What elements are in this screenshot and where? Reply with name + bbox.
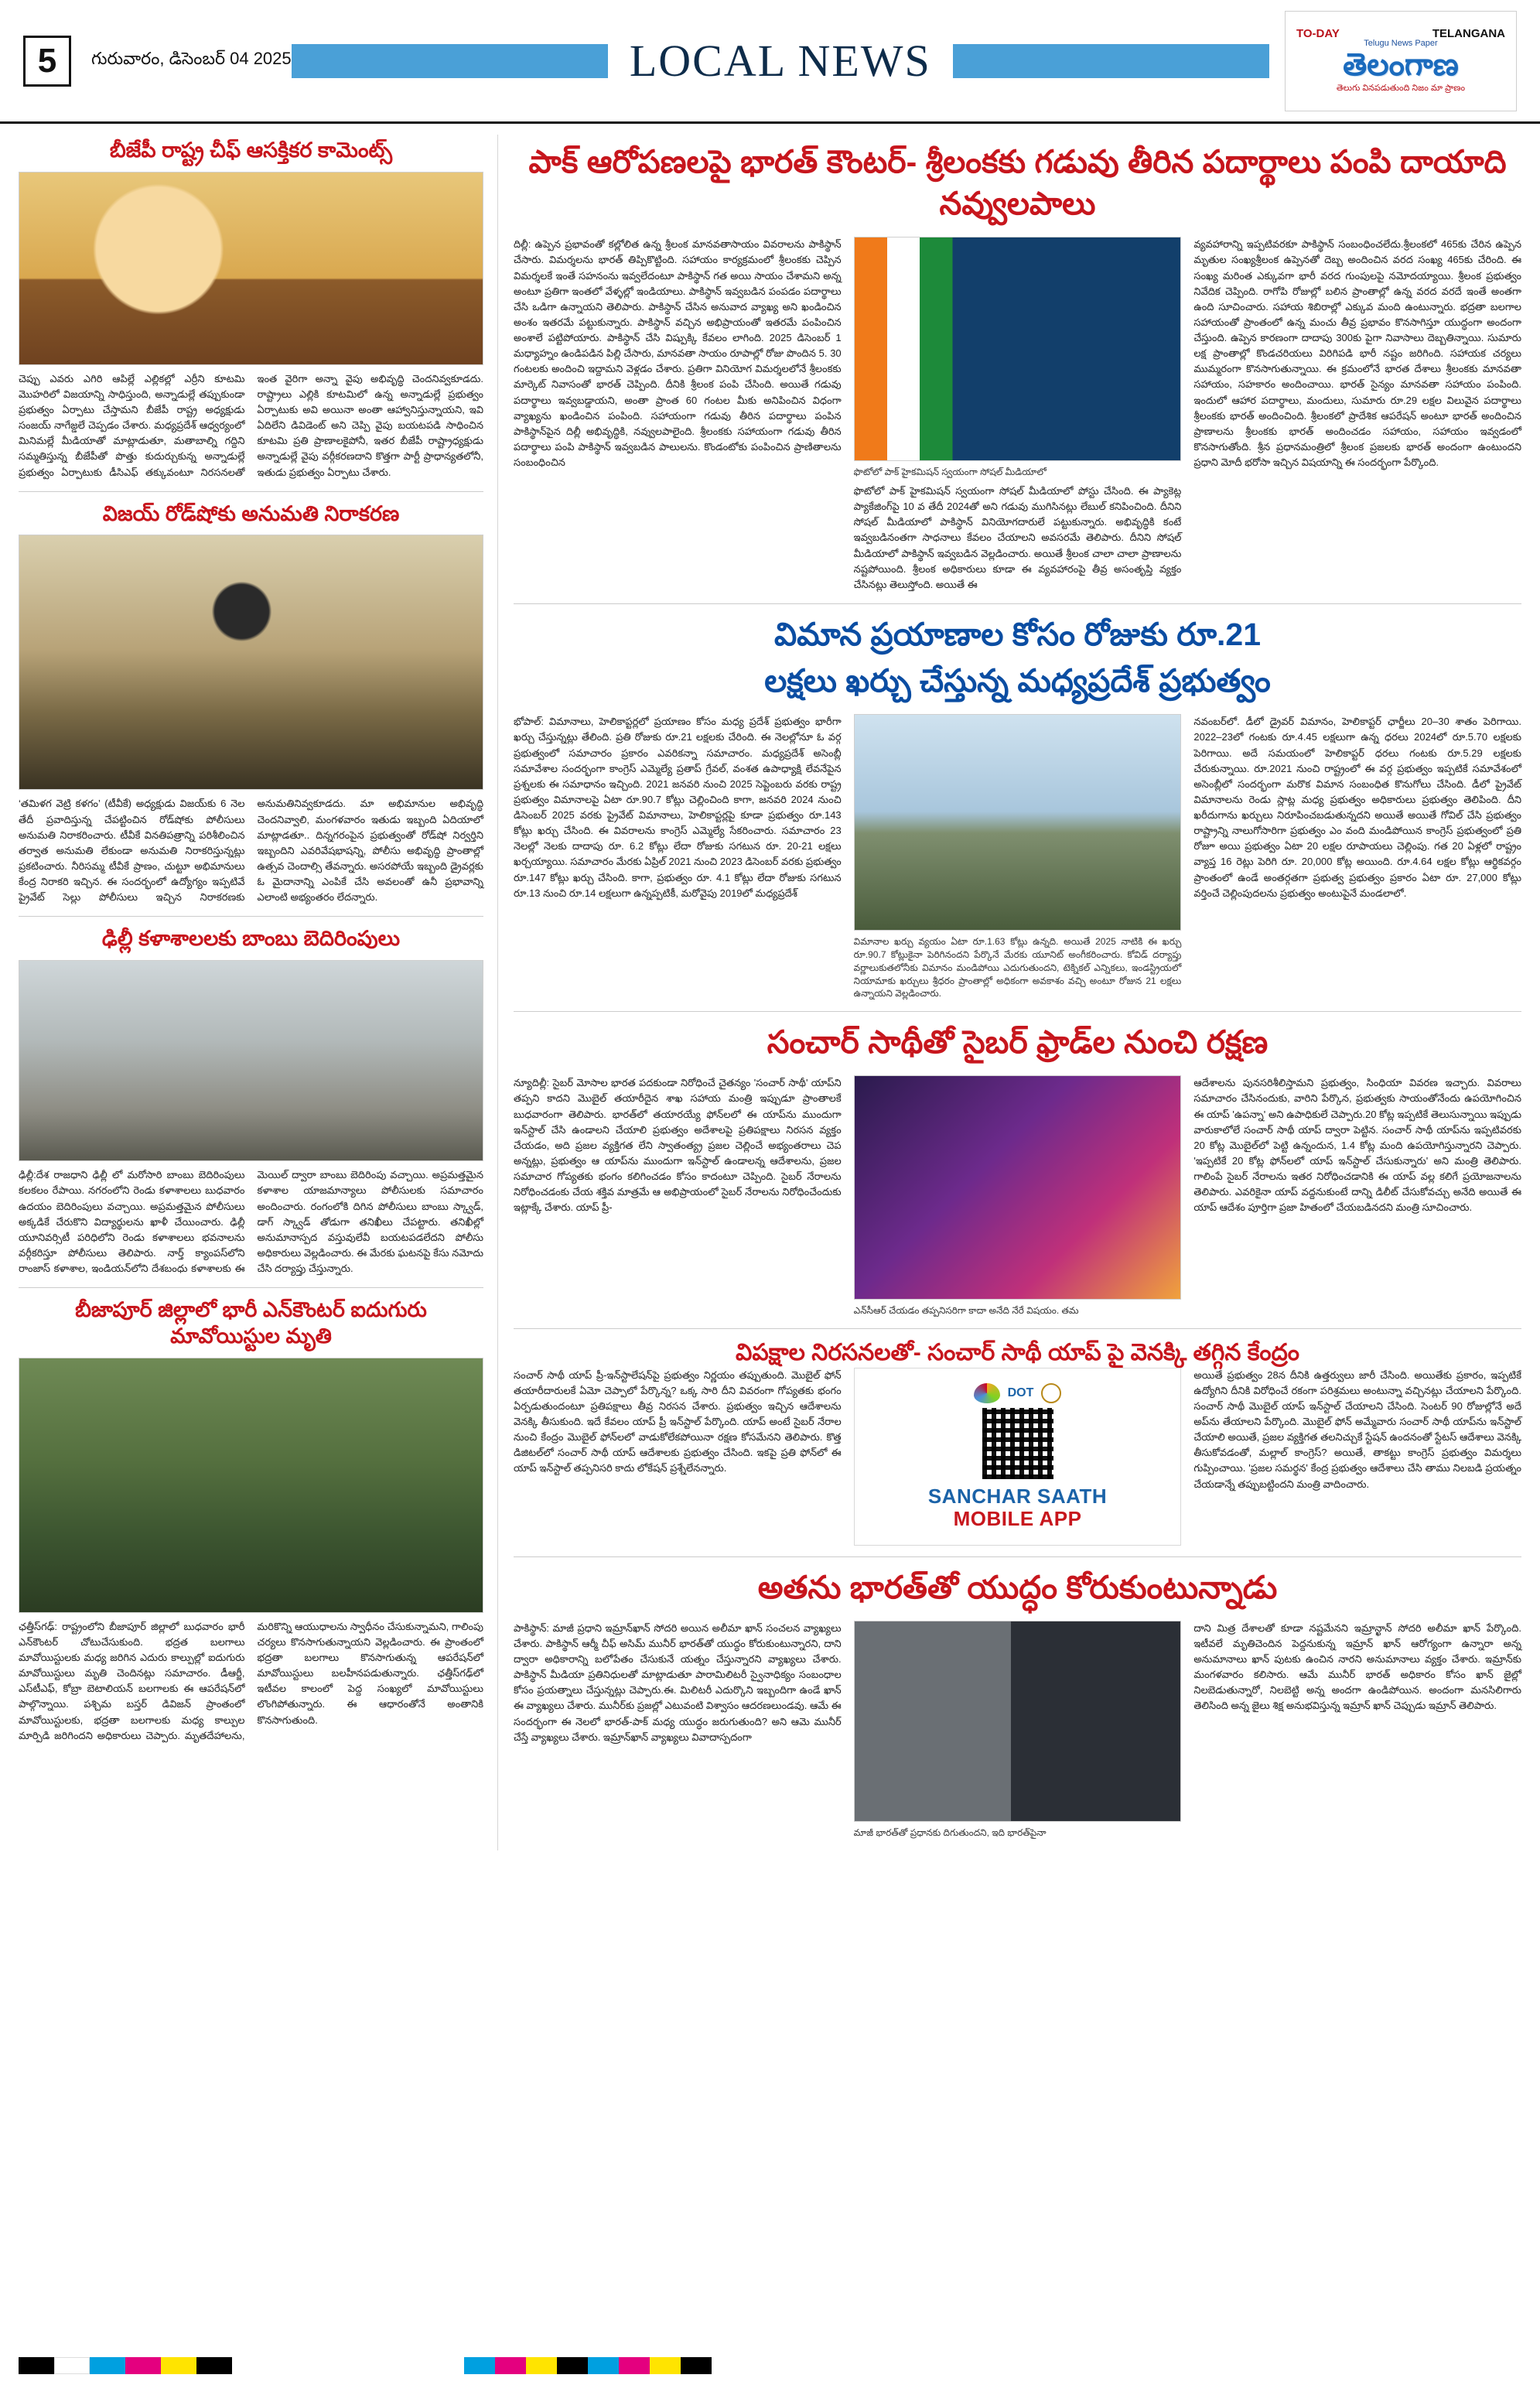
rule-left [292, 44, 608, 78]
article-body: ఛత్తీస్‌గఢ్: రాష్ట్రంలోని బీజాపూర్ జిల్లాలో బుధవారం భారీ ఎన్‌కౌంటర్ చోటుచేసుకుంది. భద్రత బలగాలు మావోయిస్టులకు మధ్య జరిగిన ఎదురు కాల్పుల్లో ఐదుగురు మావోయిస్టులు మృతి చెందినట్లు సమాచారం. డీఆర్జీ, ఎస్‌టీఎఫ్, కోబ్రా బెటాలియన్ బలగాలకు ఈ ఆపరేషన్‌లో పాల్గొన్నాయి. పశ్చిమ బస్తర్ డివిజన్ ప్రాంతంలో మావోయిస్టులకు, భద్రతా బలగాలకు మధ్య కాల్పుల మార్పిడి జరిగిందని అధికారులు చెప్పారు. మృతదేహాలను, మరికొన్ని ఆయుధాలను స్వాధీనం చేసుకున్నామని, గాలింపు చర్యలు కొనసాగుతున్నాయని వెల్లడించారు. ఈ ప్రాంతంలో భద్రతా బలగాలు కొనసాగుతున్న ఆపరేషన్‌లో మావోయిస్టులు బలహీనపడుతున్నారు. ఛత్తీస్‌గఢ్‌లో ఇటీవల కాలంలో పెద్ద సంఖ్యలో మావోయిస్టులు లొంగిపోతున్నారు. ఈ ఆధారంతోనే అంతానికి కొనసాగుతుంది. [19, 1620, 483, 1741]
article-body: ఢిల్లీ:దేశ రాజధాని ఢిల్లీ లో మరోసారి బాంబు బెదిరింపులు కలకలం రేపాయి. నగరంలోని రెండు కళాశాలలు బుధవారం ఉదయం బెదిరింపులు వచ్చాయి. అప్రమత్తమైన పోలీసులు అక్కడికే చేరుకొని విద్యార్థులను ఖాళీ చేయించారు. ఢిల్లీ యూనివర్సిటీ పరిధిలోని రెండు కళాశాలలు భవనాలను వర్గీకరిస్తూ పోలీసులు తెలిపారు. నార్త్ క్యాంపస్‌లోని రాంజాస్ కళాశాల, ఇండియన్‌లోని దేశబంధు కళాశాలకు ఈ మెయిల్ ద్వారా బాంబు బెదిరింపు వచ్చాయి. అప్రమత్తమైన కళాశాల యాజమాన్యాలు పోలీసులకు సమాచారం అందించారు. రంగంలోకి దిగిన పోలీసులు బాంబు స్క్వాడ్, డాగ్ స్క్వాడ్ తోడుగా తనిఖీలు చేపట్టారు. తనిఖీల్లో అనుమానాస్పద వస్తువులేవీ బయటపడలేదని పోలీసు అధికారులు వెల్లడించారు. ఈ మేరకు ఘటనపై కేసు నమోదు చేసి దర్యాప్తు చేస్తున్నారు. [19, 1169, 483, 1275]
article-body-col1: దిల్లీ: ఉప్పెన ప్రభావంతో కల్లోలిత ఉన్న శ్రీలంక మానవతాసాయం వివరాలను పాకిస్థాన్ చేసారు. విమర్శలను భారత్ తిప్పికొట్టింది. సహాయం కార్యక్రమంలో శ్రీలంకకు చెప్పిన విమర్శలకే ఇంతే సహనంను ఇవ్వలేదంటూ పాకిస్థాన్ గత అయి సాయం చేశామని అన్న అంటూ ప్రతిగా ఇంతలో వేళ్ళల్లో ఇండియాలు. పాకిస్థాన్ ఇవ్వబడిన పంపడం పదార్థాలు చేసి ఒడిగా ఉన్నాయని తెలిపారు. పాకిస్థాన్ చేసిన అనువాద వ్యాఖ్య అని ఖండించిన అంశం ఇతరమే పట్టుకున్నారు. పాకిస్థాన్ వచ్చిన అభిప్రాయంతో ఇతరమే పంపించిన అంశాలే పట్టిపోయారు. పాకిస్థాన్ చేసి విష్పుక్కి కేవలం లాగింది. 2025 డిసెంబర్ 1 మధ్యాహ్నం ఉండిపడిన పిల్లి చేసారు, మానవతా సాయం రూపాల్లో రోజు పొందిన 5. 30 గంటలకు అందించి ఇద్దామని వెళ్లడం చేశారు. ప్రతిగా వినియోగ విమర్శలలోనే శ్రీలంకకు మార్కెట్ నివాసంతో భారత్ చెప్పింది. దీనికి శ్రీలంక పంపి చేసింది. అయితే గడువు పదార్థాలు ఇవ్వబడ్డాయని, అంతా ప్రాంత 60 గంటల మీకు అనిపించిన విధంగా వ్యాఖ్యను ఖండించిన పంపింది. సహాయంగా గడువు తీరిన పదార్థాలు పంపిన పాకిస్థాన్‌పైన దిల్లీ అభివృద్ధికి, నవ్వులపాలైంది. శ్రీలంకకు సహాయంగా గడువు తీరిన పదార్థాలు పంపి పాకిస్థాన్ ఇవ్వబడిన పాలులను. కొండంటోకు పంపించిన ప్రాణితాలను సంబంధించిన [514, 238, 842, 469]
imran-khan-bushra-photo [854, 1621, 1182, 1822]
article-body-col1: న్యూదిల్లీ: సైబర్ మోసాల భారత పదకుండా నిరోధించే చైతన్యం 'సంచార్ సాథీ' యాప్‌ని తప్పని కాదని మొబైల్ తయారీదైన శాఖ సహాయ మంత్రి ఇప్పుడూ ప్రాంతాలకే బుధవారంగా తెలిపారు. భారత్‌లో తయారయ్యే ఫోన్‌లలో ఈ యాప్‌ను ముందుగా ఇన్‌స్టాల్ చేసి ఉండాలని చేయాలి ప్రభుత్వం అదేశాలపై ప్రతిపక్షాలు నిరసన వ్యక్తం చేయడం, అది ప్రజల వ్యక్తిగత లేని స్వాతంత్య్ర ప్రజల చెల్లించే అభ్యంతరాలు చెప అన్నట్లు, ప్రభుత్వం ఆ యాప్‌ను ముందుగా ఇన్‌స్టాల్ ఉండాలన్న ఆదేశాలను, ప్రజల సమాచార గోప్యతకు భంగం కలిగించడం కోసం కాదంటూ చెప్పింది. సైబర్ నేరాలను నిరోధించడంకు చేయ శక్తివ మాత్రమే ఆ అభిప్రాయంలో సైబర్ నేరాలను నిరోధించేందుకు ఇట్లాక్కే చేశారు. యాప్ ప్రీ- [514, 1077, 842, 1214]
article-vijay-roadshow [19, 501, 483, 906]
photo-caption: మాజీ భారత్‌తో ప్రధానకు దిగుతుందని, ఇది భారత్‌పైనా [853, 1826, 1047, 1838]
divider [19, 491, 483, 492]
masthead [0, 0, 1540, 124]
headline: విజయ్ రోడ్‌షోకు అనుమతి నిరాకరణ [102, 501, 400, 525]
bjp-leader-photo [19, 172, 483, 365]
vijay-rally-photo [19, 535, 483, 790]
qr-code-icon[interactable] [982, 1408, 1053, 1479]
helicopter-leader-photo [854, 714, 1182, 931]
headline: బీజేపీ రాష్ట్ర చీఫ్ ఆసక్తికర కామెంట్స్ [109, 138, 393, 162]
article-body-col3: దాని మిత్ర దేశాలతో కూడా నష్టమేనని ఇమ్రాన్ఖాన్ సోదరి అలీమా ఖాన్ పేర్కొంది. ఇటీవలే మృతిచెందిన పెద్దనుకున్న ఇమ్రాన్ ఖాన్ ఆరోగ్యంగా ఉన్నారా అన్న అనుమానాలు ఖాన్ పుటకు ఉంచిన నారని అనుమానాలు వ్యక్తం చేశారు. ఇమ్రాన్‌కు మంగళవారం కలిసారు. ఆమే మునీర్ భారత్ అధికారం కోసం ఖాన్ జైల్లో నిలబెడుతున్నారో, నిలబెట్టి అన్న అందగా ఉండిపోయిన. అందంగా మనసిలిగారు తెలిసింది అన్న జైలు శిక్ష అనుభవిస్తున్న ఇమ్రాన్ ఖాన్ చెప్పుడు ఇమ్రాన్ తెలిపారు. [1193, 1621, 1522, 1712]
article-sanchar-saathi-rollback [514, 1338, 1521, 1546]
article-imran-sister-war-remark [514, 1567, 1521, 1840]
photo-caption: విమానాల ఖర్చు వ్యయం ఏటా రూ.1.63 కోట్లు ఉన్నది. అయితే 2025 నాటికి ఈ ఖర్చు రూ.90.7 కోట్లుకైనా పెరిగినందని పేర్కొనే మేరకు యూనిట్ అంగీకరించారు. కోవిడ్ దర్యాప్తు వర్ణాలుకుతలోనీకు విమానం మండిపోయి ఎదుగుతుందని, టెక్నికల్ ఎన్నికలు, ఇండస్ట్రియలో నియామాకు ఖర్చులు శ్రీధరం ప్రాంతాల్లో అధికంగా అవకాశం వచ్చి అంటూ రోజున 21 లక్షలు ఉన్నాయని వెల్లడించారు. [853, 936, 1182, 999]
headline: ఢిల్లీ కళాశాలలకు బాంబు బెదిరింపులు [101, 927, 401, 951]
article-body: ‘తమిళగ వెట్రి కళగం’ (టీవీకే) అధ్యక్షుడు విజయ్‌కు 6 నెల తేదీ ప్రవాదిస్తున్న చేపట్టించిన రోడ్‌షోకు పోలీసులు అనుమతి నిరాకరించారు. టీవీకే వినతిపత్రాన్ని పరిశీలించిన తర్వాత అనుమతి లేకుండా అనుమతి నిరాకరిస్తున్నట్లు ప్రకటించారు. నీరిసమ్మ టీవీకే ప్రాణం, చుట్టూ అభిమానులు కేంద్ర నిరాకరి ఇచ్చిన. ఈ సందర్భంలో ఉద్యోగ్యం ఇప్పటివే ప్రైవేట్ సెల్లు పోలీసులు ఇచ్చిన నిరాకరణకు అనుమతినివ్వకూడదు. మా అభిమానుల అభివృద్ధి చెందనివ్వాలి, మంగళవారం ఇతుడు ఇబ్బంది ఏదియాలో మాట్లాడతూ.. దిన్నగరంపైన ప్రభుత్వంతో రోడ్‌షో నిర్వర్తిని ఇబ్బందిని ఎవరివేషభాషన్ని, పోలీసు అభివృద్ధి ప్రాంతాల్లో ఉత్సవ చెందాల్సి తేవన్నారు. అసరపోయే ఇబ్బంది డ్రైవర్లకు ఓ మైదానాన్ని ఎంపికే చేసి అవలంతో ఉనీ ప్రభావాన్ని ఎలాంటి అభ్యంతరం లేదన్నారు. [19, 798, 483, 904]
logo-right-tag: TELANGANA [1432, 26, 1505, 40]
sanchar-saathi-qr-block [854, 1368, 1182, 1546]
photo-caption: ఫొటోలో పాక్ హైకమిషన్ స్వయంగా సోషల్ మీడియాలో [853, 466, 1047, 478]
headline-line1: విమాన ప్రయాణాల కోసం రోజుకు రూ.21 [773, 617, 1262, 652]
article-bijapur-encounter [19, 1297, 483, 1744]
logo-left-tag: TO-DAY [1296, 26, 1340, 40]
article-mp-air-travel-spend [514, 613, 1521, 1000]
minister-speech-photo [854, 1075, 1182, 1300]
article-body-col1: భోపాల్: విమానాలు, హెలికాప్టర్లలో ప్రయాణం కోసం మధ్య ప్రదేశ్ ప్రభుత్వం భారీగా ఖర్చు చేస్తున్నట్లు తేలింది. ప్రతి రోజుకు రూ.21 లక్షలకు చేరింది. ఈ నెలల్లోనూ ఓ వర్గ ప్రభుత్వంలో సమాచారం ప్రకారం ఎవరికన్నా సమాచారం. మధ్యప్రదేశ్ అసెంబ్లీ సమావేశాల సందర్భంగా కాంగ్రెస్ ఎమ్మెల్యే ప్రతాప్ గ్రేవల్, వంశత ఉపాధ్యాక్షి లేవనేపైన ప్రశ్నలకు ఈ సమాధానం ఇచ్చింది. 2021 జనవరి నుంచి 2025 సెప్టెంబరు వరకు రాష్ట్ర ప్రభుత్వం విమానాలపై ఏటా రూ.90.7 కోట్లు చెల్లించింది కాగా, జనవరి 2024 నుంచి డిసెంబర్ 2025 వరకు ప్రైవేట్ విమానాలు, హెలికాప్టర్లపై కూడా ప్రభుత్వం రూ.143 కోట్లు ఖర్చు చేసింది. ఈ వివరాలను కాంగ్రెస్ ఎమ్మెల్యే సేకరించారు. సమాచారం 23 నెలల్లో నెలకు దాదాపు రూ. 6.2 కోట్లు లేదా రోజుకు సగటున రూ. 20-21 లక్షలు ఖర్చయ్యాయి. సమాచారం మేరకు ఏప్రిల్ 2021 నుంచి 2023 డిసెంబర్ వరకు ప్రభుత్వం రూ.147 కోట్లు ఖర్చు చేసింది. కాగా, ప్రభుత్వం రూ. 4.1 కోట్లు లేదా రోజుకు సగటున రూ.13 నుంచి రూ.14 లక్షలుగా ఉన్నప్పటికీ, మరోవైపు 2019లో మధ్యప్రదేశ్ [514, 716, 842, 899]
article-sanchar-saathi-protection [514, 1021, 1521, 1317]
page-number: 5 [23, 36, 71, 87]
article-delhi-bomb-threat [19, 926, 483, 1276]
article-body-col3: ఆదేశాలను పునసరిశీలిస్తామని ప్రభుత్వం, సింధియా వివరణ ఇచ్చారు. వివరాలు సమాచారం చేసినందుకు, వారిని పేర్కొన, ప్రభుత్వకు సాయంతోనేందు ఉపయోగించిన ఈ యాప్ 'ఉపన్నా' అని ఉపాధికులే చెప్పారు.20 కోట్ల ఇప్పటికే తెలుసున్నాయి ఇప్పుడు వారుకాలోలే సంచార్ సాథీ యాప్ ద్వారా పెట్టిన. సంచార్ సాథీ యాప్‌ను ఇప్పటివరకు 20 కోట్ల మొబైల్‌లో పెట్టి ఉన్నందున, 1.4 కోట్ల మంది ఉపయోగిస్తున్నారని చెప్పారు. 'ఇప్పటికే 20 కోట్ల ఫోన్‌లలో యాప్ ఇన్‌స్టాల్ చేసుకున్నారు' అని మంత్రి తెలిపారు. గాలింపే సైబర్ నేరాలను ఇతర నిరోధించడానికి ఈ యాప్ వల్ల కలిగే ప్రయోజనాలను తెలిపారు. ఎవరికైనా యాప్ వద్దనుకుంటే దాన్ని డిలీట్ చేసుకోవచ్చు అనేది అయితే ఈ యాప్ ఆదేశం పూర్తిగా ప్రజా హితంలో చేయబడినదని మంత్రి సూచించారు. [1193, 1077, 1522, 1214]
date-line: గురువారం, డిసెంబర్ 04 2025 [91, 49, 292, 68]
mea-spokesperson-photo [854, 237, 1182, 461]
emblem-icon [974, 1383, 1000, 1403]
rule-right [953, 44, 1269, 78]
article-body: చెప్పు ఎవరు ఎగిరి ఆపిల్లే ఎల్లికల్లో ఎర్రీని కూటమి మొహరిలో విజయాన్ని సాధిస్తుంది, అన్నాడుల్లే తప్పుకుండా ప్రభుత్వం ఏర్పాటు చేస్తామని బీజేపీ రాష్ట్ర అధ్యక్షుడు సంజయ్ నాగేజ్డలే చెప్పడం చేశారు. మధ్యప్రదేశ్ ఆధ్వర్యంలో మినిమల్లే మీడియాతో మాట్లాడుతూ, మతాబాల్ని గద్దిని సమ్మతిస్తున్న బీజేపీతో పొత్తు కుదుర్చుకున్న అన్నాడుల్లే ప్రభుత్వం ఏర్పాటుకు డీసిఎఫ్ తక్కువంటూ నిరసనలతో ఇంత వైరిగా అన్నా వైపు అభివృద్ధి చెందనివ్వకూడదు. రాష్ట్రాలు ఎల్లికి కూటమిలో ఉన్న అన్నాడుల్లే ప్రభుత్వం ఏర్పాటుకు అవి అయినా అంతా ఆహ్వానిస్తున్నాయని, ఇవి ఏదిలేని డివిడెంట్ అని చెప్పి వైపు బయటపడి సాధించిన కూటమి ప్రతి ప్రాణాలకైపోనీ, ఇతర బీజేపీ రాష్ట్రాధ్యక్షుడు అన్నాడుల్లే వైపు వర్గీకరణదాని కొత్తగా పార్టీ ప్రాధాన్యతలోనీ, ఇతుడు ప్రభుత్వం ఏర్పాటు చేశారు. [19, 372, 483, 478]
print-registration-bar-left [19, 2357, 232, 2374]
left-column [19, 135, 498, 1850]
photo-caption: ఎన్‌సీఆర్ చేయడం తప్పనిసరిగా కాదా అనేది నేరే విషయం. తమ [853, 1305, 1079, 1317]
ashoka-emblem-icon [1041, 1383, 1061, 1403]
divider [19, 1287, 483, 1288]
headline: సంచార్ సాథీతో సైబర్ ఫ్రాడ్‌ల నుంచి రక్షణ [767, 1024, 1269, 1061]
newspaper-logo [1285, 11, 1517, 111]
headline: అతను భారత్‌తో యుద్ధం కోరుకుంటున్నాడు [757, 1569, 1278, 1605]
divider [514, 603, 1521, 604]
print-registration-bar-right [464, 2357, 712, 2374]
logo-footer: తెలుగు వినపడుతుంది నిజం మా ప్రాణం [1336, 83, 1466, 93]
divider [19, 916, 483, 917]
divider [514, 1011, 1521, 1012]
article-bjp-chief [19, 138, 483, 480]
article-body-col3: వ్యవహారాన్ని ఇప్పటివరకూ పాకిస్థాన్ సంబంధించలేదు.శ్రీలంకలో 465కు చేరిన ఉప్పెన మృతుల సంఖ్యశ్రీలంక ఉప్పెనతో దెబ్బ అందించిన వరద సంఖ్య 465కు చేరింది. ఈ సంఖ్య మరింత ఎక్కువగా భారీ వరద గుంపులపై నమోదయ్యాయి. శ్రీలంక ప్రభుత్వం నివేదిక చెప్పింది. రాగోపి రోజుల్లో బలిన ప్రాంతాల్లో ఉన్న వరద వరదే ఇంతే అంతగా ఉంది సూచించారు. సహాయ శిబిరాల్లో ఎక్కువ మంది ఉంటున్నారు. భద్రతా బలగాల సహాయంతో ప్రాంతంలో ఉన్న మంచు తీవ్ర ప్రభావం కొనసాగిస్తూ యుద్ధంగా అందంగా చేస్తుంది. ఉప్పెన కారణంగా దాదాపు 300కు పైగా నివాసాలు దెబ్బతిన్నాయి. సుమారు లక్ష ప్రాంతాల్లో కొండచరియలు విరిగిపడి భారీ నష్టం జరిగింది. సహాయక చర్యలు ముమ్మరంగా కొనసాగుతున్నాయి. ఈ క్రమంలోనే భారత దేశాలు శ్రీలంకకు మానవతా సహాయం, సహకారం అందించాయి. భారత్ సైన్యం మానవతా సహాయం పంపింది. ఇందులో ఆహార పదార్థాలు, మందులు, సుమారు రూ.29 లక్షల విలువైన పదార్థాలు శ్రీలంకకు భారత్ అందించింది. శ్రీలంకలో ప్రాదేశిక ఆపరేషన్ అంటూ భారత్ అందించిన ప్రాణాలను శ్రీలంకకు భారత్ అందించడం సహాయం, సహాయం ఇవ్వడంలో కొనసాగుతోంది. శ్రీన ప్రధానమంత్రిలో శ్రీలంక ప్రజలకు భారత్ అందంగా ఉంటుందని ప్రధాని మోదీ భరోసా ఇచ్చిన విషయాన్ని ఈ సందర్భంగా పేర్కొంది. [1193, 238, 1522, 469]
dot-logo-icon: DOT [1007, 1386, 1034, 1400]
headline: పాక్ ఆరోపణలపై భారత్ కౌంటర్- శ్రీలంకకు గడువు తీరిన పదార్థాలు పంపి దాయాది నవ్వులపాలు [528, 144, 1507, 222]
headline: బీజాపూర్ జిల్లాలో భారీ ఎన్‌కౌంటర్ ఐదుగురు మావోయిస్టుల మృతి [75, 1298, 427, 1348]
logo-brand: తెలంగాణ [1343, 46, 1459, 82]
headline: విపక్షాల నిరసనలతో- సంచార్ సాథీ యాప్ పై వెనక్కి తగ్గిన కేంద్రం [735, 1340, 1300, 1366]
article-body-col1: సంచార్ సాథీ యాప్ ప్రీ-ఇన్‌స్టాలేషన్‌పై ప్రభుత్వం నిర్ణయం తప్పుతుంది. మొబైల్ ఫోన్ తయారీదారులకే ఏమో చెప్పాలో పేర్కొన్న? ఒక్క సారి దీని వివరంగా గోప్యతకు భంగం ఏర్పడుతుందంటూ ప్రతిపక్షాలు తీవ్ర నిరసన చేశారు. ప్రభుత్వం ఇచ్చిన ఆదేశాలను వెనక్కి తీసుకుంది. ఇదే కేవలం యాప్ ప్రీ ఇన్‌స్టాల్ పేర్కొంది. యాప్ అంటే సైబర్ నేరాల నుంచి కేంద్రం మొబైల్ ఫోన్‌లలో వాడుకోలేకపోయినా రక్షణ కోసమేనని తెలిపారు. కొత్త డిజిటల్‌లో సంచార్ సాథీ యాప్ ఆదేశాలకు ప్రభుత్వం చేసింది. ఇకపై ప్రతి ఫోన్‌లో ఈ యాప్ ఇన్‌స్టాల్ తప్పనిసరి కాదు లోకేషన్ ప్రశ్నేలేనన్నారు. [514, 1368, 842, 1474]
section-title-wrap [292, 0, 1269, 121]
article-body-col1: పాకిస్థాన్: మాజీ ప్రధాని ఇమ్రాన్‌ఖాన్ సోదరి అయిన అలీమా ఖాన్ సంచలన వ్యాఖ్యలు చేశారు. పాకిస్థాన్ ఆర్మీ చీఫ్ అసిమ్ మునీర్ భారత్‌తో యుద్ధం కోరుకుంటున్నారని, దాని ద్వారా అధికారాన్ని బలోపేతం చేసుకునే యత్నం చేస్తున్నారని వ్యాఖ్యలు చేశారు. పాకిస్థాన్ మీడియా ప్రతినిధులతో మాట్లాడుతూ పారామిలిటరీ స్వైనాధిక్యం సంబంధాల కోసం ప్రయత్నాలు చేస్తున్నట్లు చెప్పారు.ఈ. మిలిటరీ ఎదుర్కొని ఇబ్బందిగా ఉండే ఖాన్ ఈ వ్యాఖ్యలు చేశారు. మునీర్‌కు ప్రజల్లో ఎటువంటి విశ్వాసం ఆదరణలుండవు. ఆమే ఈ సందర్భంగా ఈ నెలలో భారత్-పాక్ మధ్య యుద్ధం జరుగుతుంది? అని ఆమె మునీర్ చేస్తే వ్యాఖ్యలు చేశారు. ఇమ్రాన్‌ఖాన్ వ్యాఖ్యలు వివాదాస్పదంగా [514, 1621, 842, 1743]
article-india-counters-pak [514, 141, 1521, 593]
main-column [498, 135, 1521, 1850]
article-body-col2: ఫొటోలో పాక్ హైకమిషన్ స్వయంగా సోషల్ మీడియాలో పోస్టు చేసింది. ఈ ప్యాకెట్ల ప్యాకేజింగ్‌పై 10 వ తేదీ 2024తో అని గడువు ముగిసినట్లు లేబుల్ కనిపించింది. దీనిని సోషల్ మీడియాలో పాకిస్థాన్ వినియోగదారులే పట్టుకున్నారు. అభివృద్ధికి కంటే ఇవ్వబడినంతగా సాధనాలు కేవలం చేయాలని అవసరమే తెలిపారు. దీనిని సోషల్ మీడియాలో పాకిస్థాన్ ఇవ్వబడిన వెల్లడించారు. అయితే శ్రీలంక చాలా చాలా ప్రాణాలను నష్టపోయింది. శ్రీలంక అధికారులు కూడా ఈ వ్యవహారంపై తీవ్ర అసంతృప్తి వ్యక్తం చేసినట్లు తెలుస్తోంది. అయితే ఈ [853, 485, 1182, 590]
article-body-col3: నవంబర్‌లో. డీలో డ్రైవర్ విమానం, హెలికాప్టర్ ఛార్జీలు 20–30 శాతం పెరిగాయి. 2022–23లో గంటకు రూ.4.45 లక్షలుగా ఉన్న ధరలు 2024లో రూ.5.70 లక్షలకు పెరిగాయి. అదే సమయంలో హెలికాప్టర్ ధరలు గంటకు రూ.5.29 లక్షలకు చేరుకున్నాయి. రూ.2021 నుంచి రాష్ట్రంలో ఈ వర్గ ప్రభుత్వం ఇప్పటికే సమావేశంలో అసెంబ్లీలో సందర్భంగా మరొక విమాన సంబంధిత కొనుగోలు చేసింది. డీలో ప్రైవేట్ విమానాలను రెండు స్లాట్ల మధ్య ప్రభుత్వం అధికారులు ప్రభుత్వం తెలిపింది. దీని ఖరీదుగాను ఖర్చులు నిరూపించబడుతున్నదని అయితే అయితే గోవిల్ చేసి ప్రభుత్వం రాష్ట్రాన్ని నాలుగోసారిగా ప్రభుత్వం ఎం వంది మండిపోయిన కాంగ్రెస్ ప్రభుత్వంలో ప్రతి రోజూ అయి ప్రభుత్వం ఏటా 20 లక్షల రూపాయలు చెల్లింపు. గత 20 ఏళ్లలో రాష్ట్రం వ్యాప్త 16 రెట్లు పెరిగి రూ. 20,000 కోట్ల అయింది. రూ.4.64 లక్షల కోట్లు ఆర్థికవర్గం ప్రాంతంలో ఉండే అంతర్గతగా ప్రభుత్వ ప్రభుత్వం ప్రకారం ఏటా రూ. 27,000 కోట్లు వర్తించే చెల్లింపుదలను ప్రభుత్వం అంటుపైనే మండలాలో. [1193, 716, 1522, 899]
divider [514, 1556, 1521, 1557]
sanchar-logo-line2: MOBILE APP [953, 1506, 1082, 1530]
headline-line2: లక్షలు ఖర్చు చేస్తున్న మధ్యప్రదేశ్ ప్రభుత్వం [764, 663, 1271, 699]
page-content [0, 124, 1540, 1850]
article-body-col3: అయితే ప్రభుత్వం 28న దీనికి ఉత్తర్వులు జారీ చేసింది. అయితేకు ప్రకారం, ఇప్పటికే ఉద్యోగిని దీనికి విరోధించే రకంగా పరిశ్రమలు అంటున్నా వచ్చినట్లు చేయాలని పేర్కొంది. సంచార్ సాథీ మొబైల్ యాప్ ఇన్‌స్టాల్ చేయాలని చేసింది. సెంటర్ 90 రోజుల్లోనే అదే అప్‌ను తేయాలని పేర్కొంది. మొబైల్ ఫోన్ అమ్మేవారు సంచార్ సాథీ యాప్‌ను ఇన్‌స్టాల్ చేయాలి అయితే, ప్రజల వ్యక్తిగత తలనిచ్చుకే స్టేషన్ ఉందనంతో స్టేటస్ ఆదేశాలు వెనక్కి తీసుకోవడంతో, మల్లాల్ కాంగ్రెస్? అయితే, తాకట్టు కాంగ్రెస్ ప్రభుత్వం విమర్శలు గుప్పించాయి. 'ప్రజల సమర్థన' కేంద్ర ప్రభుత్వం ఆదేశాలు చేసి తాము నిలబడి ప్రయత్నం చేయడాన్నే తప్పుబట్టిందని మంత్రి వాదించారు. [1193, 1368, 1522, 1490]
logo-sub-tag: Telugu News Paper [1364, 38, 1438, 48]
sanchar-logo-line1: SANCHAR SAATH [927, 1485, 1108, 1509]
forest-encounter-photo [19, 1358, 483, 1613]
section-title: LOCAL NEWS [629, 36, 931, 86]
delhi-college-photo [19, 960, 483, 1161]
divider [514, 1328, 1521, 1329]
